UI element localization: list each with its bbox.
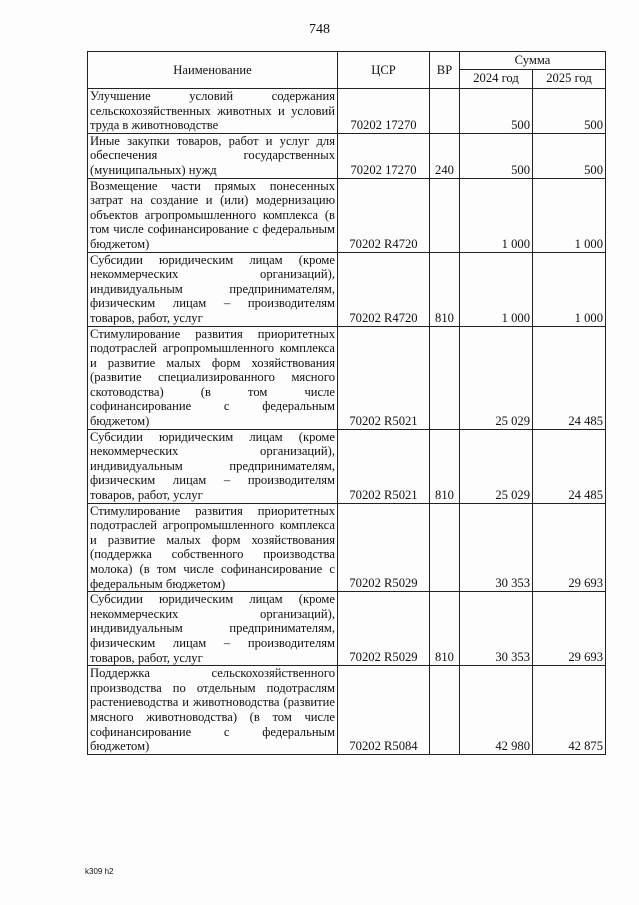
table-row — [88, 133, 606, 178]
table-row — [88, 503, 606, 592]
header-year-2025: 2025 год — [533, 69, 606, 88]
row-csr: 70202 R5021 — [338, 429, 430, 503]
row-2024: 500 — [460, 89, 533, 134]
row-name: Поддержка сельскохозяйственного производства по отдельным подотраслям растениеводства и животноводства (развитие мясного животноводства) (в том числе софинансирование с федеральным бюджетом) — [88, 666, 338, 755]
table-row — [88, 429, 606, 503]
table-row — [88, 666, 606, 755]
row-name: Субсидии юридическим лицам (кроме некоммерческих организаций), индивидуальным предпринимателям, физическим лицам – производителям товаров, работ, услуг — [88, 592, 338, 666]
table-row — [88, 178, 606, 252]
row-csr: 70202 R5084 — [338, 666, 430, 755]
row-csr: 70202 17270 — [338, 133, 430, 178]
row-2024: 42 980 — [460, 666, 533, 755]
table-row — [88, 89, 606, 134]
row-2025: 500 — [533, 133, 606, 178]
row-2024: 1 000 — [460, 178, 533, 252]
header-sum: Сумма — [460, 52, 606, 70]
row-csr: 70202 R4720 — [338, 178, 430, 252]
row-2025: 1 000 — [533, 178, 606, 252]
footer-code: k309 h2 — [85, 867, 114, 876]
header-csr: ЦСР — [338, 52, 430, 89]
row-name: Иные закупки товаров, работ и услуг для обеспечения государственных (муниципальных) нужд — [88, 133, 338, 178]
row-vr — [430, 89, 460, 134]
table-row — [88, 592, 606, 666]
header-vr: ВР — [430, 52, 460, 89]
row-name: Субсидии юридическим лицам (кроме некоммерческих организаций), индивидуальным предпринимателям, физическим лицам – производителям товаров, работ, услуг — [88, 429, 338, 503]
row-2025: 24 485 — [533, 326, 606, 429]
row-csr: 70202 17270 — [338, 89, 430, 134]
row-2024: 1 000 — [460, 252, 533, 326]
table-row — [88, 326, 606, 429]
row-vr: 810 — [430, 252, 460, 326]
row-name: Стимулирование развития приоритетных подотраслей агропромышленного комплекса и развитие малых форм хозяйствования (развитие специализированного мясного скотоводства) (в том числе софинансирование с федеральным бюджетом) — [88, 326, 338, 429]
row-vr — [430, 178, 460, 252]
row-2025: 500 — [533, 89, 606, 134]
row-vr — [430, 326, 460, 429]
row-csr: 70202 R5029 — [338, 503, 430, 592]
row-2024: 30 353 — [460, 592, 533, 666]
row-2024: 25 029 — [460, 326, 533, 429]
row-vr: 240 — [430, 133, 460, 178]
row-csr: 70202 R5021 — [338, 326, 430, 429]
page-number: 748 — [309, 22, 330, 37]
table-row — [88, 252, 606, 326]
row-2025: 24 485 — [533, 429, 606, 503]
row-name: Субсидии юридическим лицам (кроме некоммерческих организаций), индивидуальным предпринимателям, физическим лицам – производителям товаров, работ, услуг — [88, 252, 338, 326]
row-2025: 42 875 — [533, 666, 606, 755]
row-2025: 29 693 — [533, 503, 606, 592]
budget-table — [87, 51, 606, 755]
row-2024: 30 353 — [460, 503, 533, 592]
row-2025: 29 693 — [533, 592, 606, 666]
row-vr — [430, 503, 460, 592]
header-name: Наименование — [88, 52, 338, 89]
row-csr: 70202 R4720 — [338, 252, 430, 326]
row-name: Улучшение условий содержания сельскохозяйственных животных и условий труда в животноводстве — [88, 89, 338, 134]
row-2024: 25 029 — [460, 429, 533, 503]
row-name: Стимулирование развития приоритетных подотраслей агропромышленного комплекса и развитие малых форм хозяйствования (поддержка собственного производства молока) (в том числе софинансирование с федеральным бюджетом) — [88, 503, 338, 592]
row-vr — [430, 666, 460, 755]
row-name: Возмещение части прямых понесенных затрат на создание и (или) модернизацию объектов агропромышленного комплекса (в том числе софинансирование с федеральным бюджетом) — [88, 178, 338, 252]
row-vr: 810 — [430, 592, 460, 666]
row-csr: 70202 R5029 — [338, 592, 430, 666]
header-year-2024: 2024 год — [460, 69, 533, 88]
row-2024: 500 — [460, 133, 533, 178]
row-2025: 1 000 — [533, 252, 606, 326]
row-vr: 810 — [430, 429, 460, 503]
